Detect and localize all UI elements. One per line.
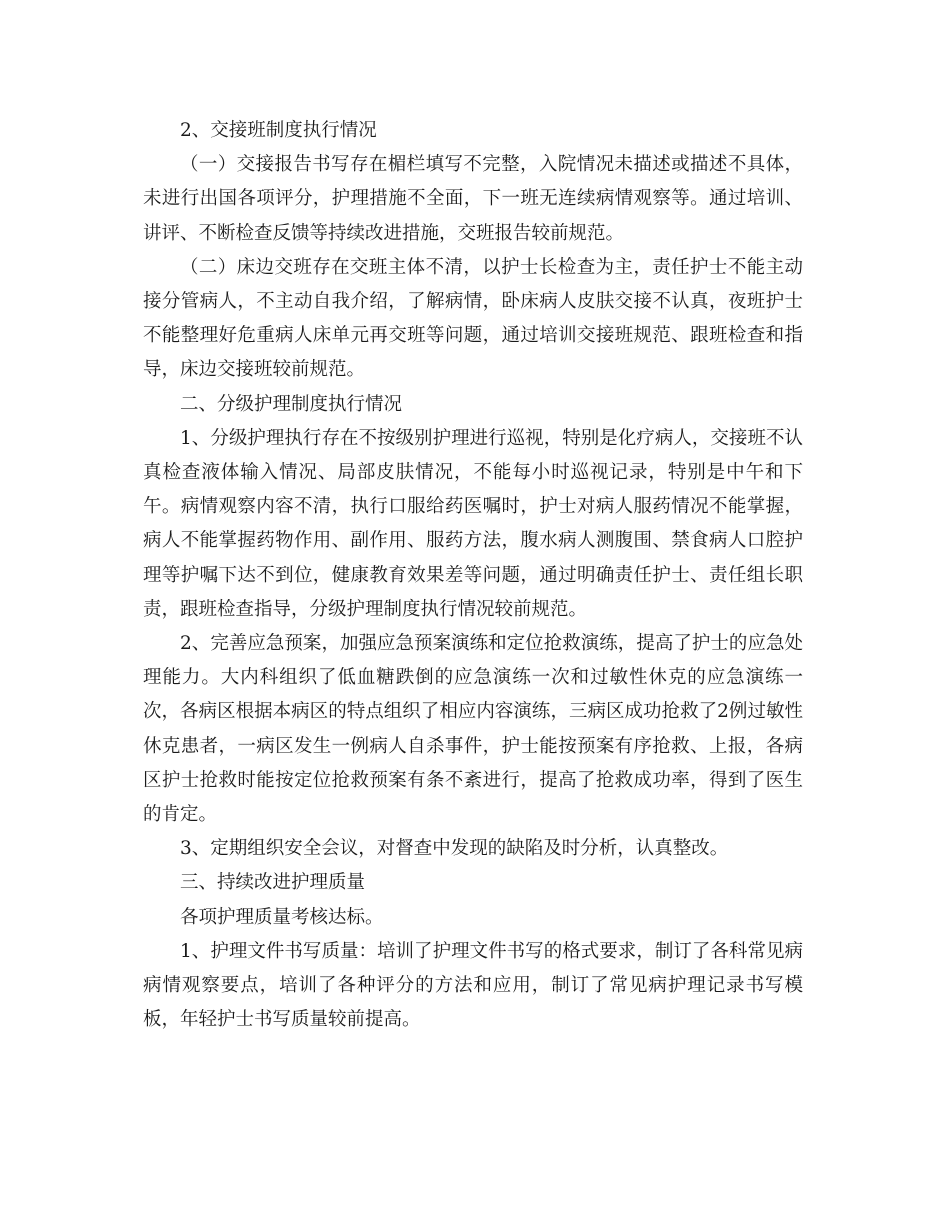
subsection-heading-handover: 2、交接班制度执行情况 [180, 120, 377, 141]
paragraph-emergency-plan: 2、完善应急预案，加强应急预案演练和定位抢救演练，提高了护士的应急处理能力。大内科组织了低血糖跌倒的应急演练一次和过敏性休克的应急演练一次，各病区根据本病区的特点组织了相应内容演练，三病区成功抢救了2例过敏性休克患者，一病区发生一例病人自杀事件，护士能按预案有序抢救、上报，各病区护士抢救时能按定位抢救预案有条不紊进行，提高了抢救成功率，得到了医生的肯定。 [143, 633, 803, 826]
paragraph-graded-nursing: 1、分级护理执行存在不按级别护理进行巡视，特别是化疗病人，交接班不认真检查液体输入情况、局部皮肤情况，不能每小时巡视记录，特别是中午和下午。病情观察内容不清，执行口服给药医嘱时，护士对病人服药情况不能掌握，病人不能掌握药物作用、副作用、服药方法，腹水病人测腹围、禁食病人口腔护理等护嘱下达不到位，健康教育效果差等问题，通过明确责任护士、责任组长职责，跟班检查指导，分级护理制度执行情况较前规范。 [143, 427, 803, 620]
paragraph-safety-meeting: 3、定期组织安全会议，对督查中发现的缺陷及时分析，认真整改。 [180, 838, 729, 860]
paragraph-document-writing: 1、护理文件书写质量：培训了护理文件书写的格式要求，制订了各科常见病病情观察要点，培训了各种评分的方法和应用，制订了常见病护理记录书写模板，年轻护士书写质量较前提高。 [143, 940, 803, 1031]
paragraph-handover-report: （一）交接报告书写存在楣栏填写不完整，入院情况未描述或描述不具体，未进行出国各项评分，护理措施不全面，下一班无连续病情观察等。通过培训、讲评、不断检查反馈等持续改进措施，交班报告较前规范。 [143, 154, 803, 244]
paragraph-quality-standard: 各项护理质量考核达标。 [180, 906, 384, 928]
document-body [143, 114, 803, 1037]
paragraph-bedside-handover: （二）床边交班存在交班主体不清，以护士长检查为主，责任护士不能主动接分管病人，不主动自我介绍，了解病情，卧床病人皮肤交接不认真，夜班护士不能整理好危重病人床单元再交班等问题，通过培训交接班规范、跟班检查和指导，床边交接班较前规范。 [143, 256, 803, 381]
section-heading-quality-improvement: 三、持续改进护理质量 [180, 872, 366, 894]
section-heading-graded-nursing: 二、分级护理制度执行情况 [180, 393, 403, 415]
